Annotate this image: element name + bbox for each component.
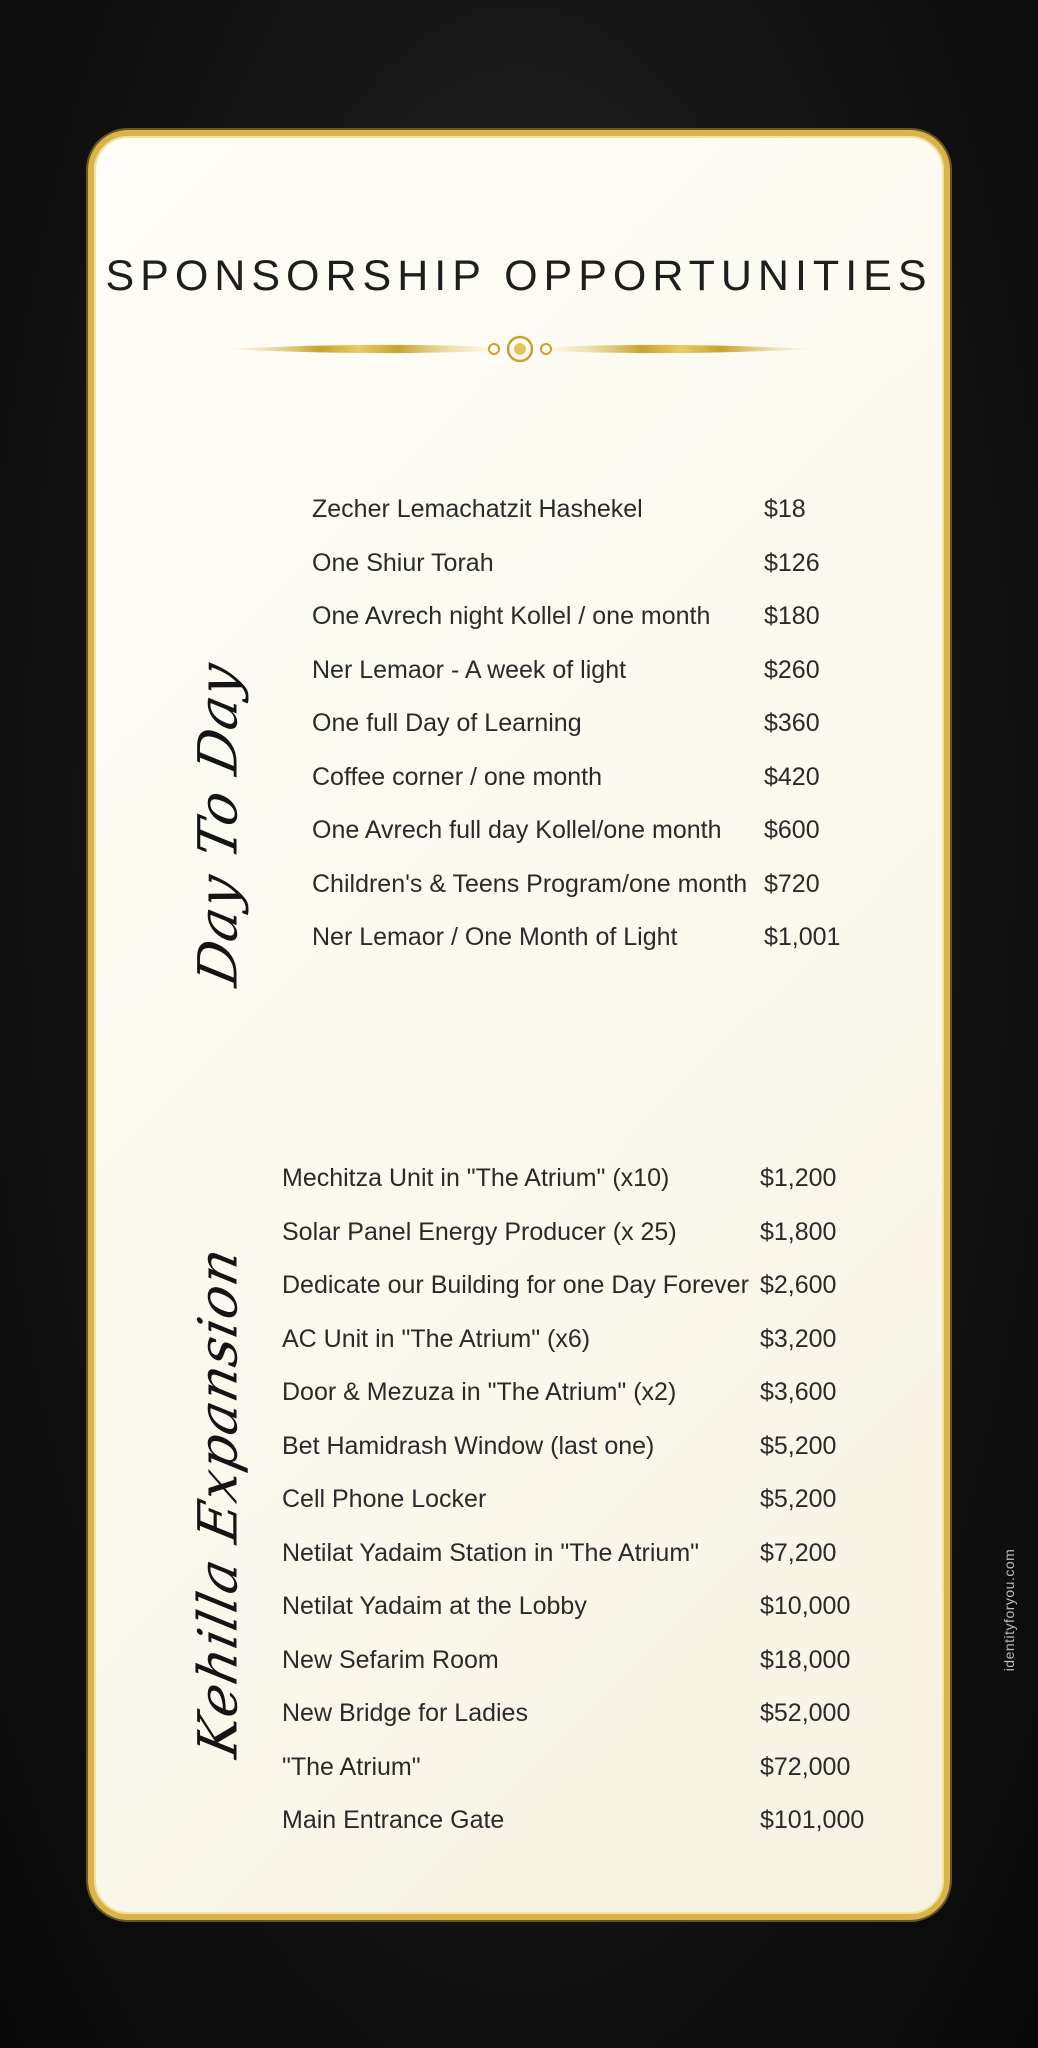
list-item — [312, 537, 840, 591]
list-item — [312, 911, 840, 965]
sponsorship-item-price: $2,600 — [760, 1271, 837, 1300]
list-item — [312, 590, 840, 644]
sponsorship-item-name: New Bridge for Ladies — [282, 1699, 528, 1728]
list-item — [312, 804, 840, 858]
sponsorship-item-price: $1,200 — [760, 1164, 837, 1193]
list-item — [282, 1152, 864, 1206]
sponsorship-item-price: $600 — [764, 816, 820, 845]
list-item — [282, 1420, 864, 1474]
sponsorship-item-price: $18,000 — [760, 1645, 851, 1674]
sponsorship-item-price: $3,600 — [760, 1378, 837, 1407]
sponsorship-item-price: $1,001 — [764, 923, 841, 952]
sponsorship-item-price: $1,800 — [760, 1217, 837, 1246]
sponsorship-item-price: $126 — [764, 548, 820, 577]
sponsorship-item-name: Netilat Yadaim at the Lobby — [282, 1592, 587, 1621]
sponsorship-card — [88, 130, 950, 1920]
sponsorship-item-name: Netilat Yadaim Station in "The Atrium" — [282, 1538, 700, 1567]
watermark: identityforyou.com — [1001, 1548, 1017, 1672]
sponsorship-item-name: Children's & Teens Program/one month — [312, 869, 748, 898]
sponsorship-item-name: New Sefarim Room — [282, 1645, 499, 1674]
list-item — [282, 1259, 864, 1313]
list-item — [282, 1527, 864, 1581]
sponsorship-item-price: $180 — [764, 602, 820, 631]
list-item — [312, 483, 840, 537]
list-item — [282, 1687, 864, 1741]
sponsorship-item-name: Solar Panel Energy Producer (x 25) — [282, 1217, 677, 1246]
sponsorship-item-price: $10,000 — [760, 1592, 851, 1621]
sponsorship-item-name: Door & Mezuza in "The Atrium" (x2) — [282, 1378, 677, 1407]
sponsorship-item-name: Bet Hamidrash Window (last one) — [282, 1431, 655, 1460]
sponsorship-item-price: $5,200 — [760, 1485, 837, 1514]
sponsorship-item-name: One full Day of Learning — [312, 709, 582, 738]
sponsorship-item-price: $3,200 — [760, 1324, 837, 1353]
sponsorship-item-name: One Avrech night Kollel / one month — [312, 602, 711, 631]
list-item — [282, 1741, 864, 1795]
list-item — [282, 1473, 864, 1527]
list-item — [282, 1313, 864, 1367]
sponsorship-item-name: AC Unit in "The Atrium" (x6) — [282, 1324, 591, 1353]
section-label-kehilla-expansion: Kehilla Expansion — [186, 1241, 250, 1763]
page-title: SPONSORSHIP OPPORTUNITIES — [105, 252, 933, 300]
sponsorship-item-name: Mechitza Unit in "The Atrium" (x10) — [282, 1164, 670, 1193]
list-item — [312, 644, 840, 698]
section-label-day-to-day: Day To Day — [186, 656, 250, 992]
sponsorship-item-name: Cell Phone Locker — [282, 1485, 487, 1514]
sponsorship-item-price: $52,000 — [760, 1699, 851, 1728]
list-item — [282, 1794, 864, 1848]
list-item — [282, 1634, 864, 1688]
list-item — [312, 858, 840, 912]
sponsorship-item-name: "The Atrium" — [282, 1752, 421, 1781]
list-item — [282, 1580, 864, 1634]
gold-flourish-divider-icon — [228, 334, 812, 364]
sponsorship-item-name: Main Entrance Gate — [282, 1806, 505, 1835]
sponsorship-item-price: $720 — [764, 869, 820, 898]
sponsorship-item-price: $72,000 — [760, 1752, 851, 1781]
sponsorship-item-name: Ner Lemaor - A week of light — [312, 655, 627, 684]
sponsorship-item-price: $18 — [764, 495, 806, 524]
sponsorship-item-name: Zecher Lemachatzit Hashekel — [312, 495, 643, 524]
sponsorship-item-name: Dedicate our Building for one Day Forever — [282, 1271, 749, 1300]
sponsorship-item-name: Coffee corner / one month — [312, 762, 602, 791]
sponsorship-item-price: $260 — [764, 655, 820, 684]
sponsorship-item-name: One Shiur Torah — [312, 548, 494, 577]
sponsorship-item-price: $360 — [764, 709, 820, 738]
kehilla-expansion-list — [282, 1152, 864, 1848]
sponsorship-item-price: $5,200 — [760, 1431, 837, 1460]
sponsorship-item-name: One Avrech full day Kollel/one month — [312, 816, 722, 845]
sponsorship-item-price: $420 — [764, 762, 820, 791]
list-item — [312, 751, 840, 805]
list-item — [282, 1366, 864, 1420]
sponsorship-item-price: $101,000 — [760, 1806, 865, 1835]
day-to-day-list — [312, 483, 840, 965]
list-item — [312, 697, 840, 751]
sponsorship-item-name: Ner Lemaor / One Month of Light — [312, 923, 678, 952]
sponsorship-item-price: $7,200 — [760, 1538, 837, 1567]
list-item — [282, 1206, 864, 1260]
